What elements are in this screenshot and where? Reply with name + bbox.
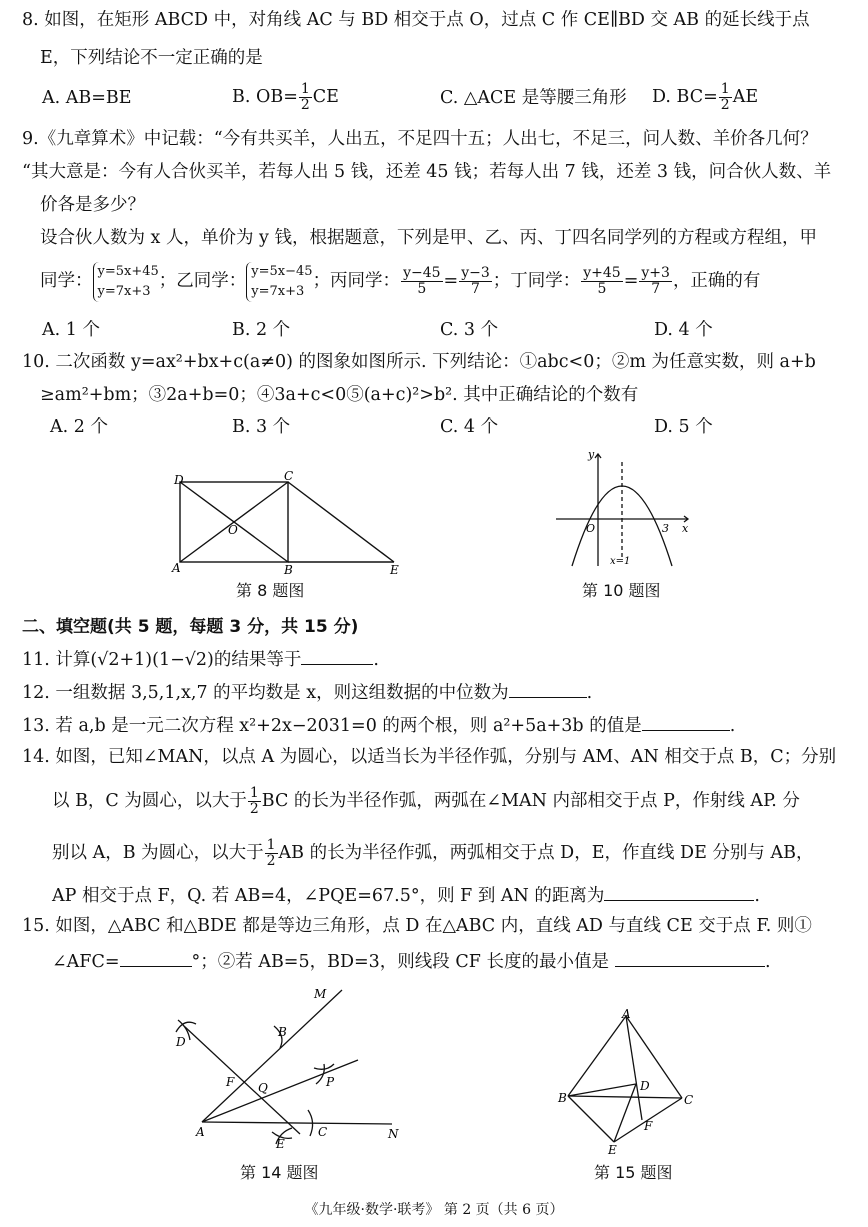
fig15-label-D: D bbox=[640, 1079, 650, 1093]
figure-10-parabola bbox=[548, 448, 696, 570]
figure-10-caption: 第 10 题图 bbox=[582, 581, 661, 600]
section-2-title: 二、填空题(共 5 题，每题 3 分，共 15 分) bbox=[22, 617, 359, 637]
fig10-label-axis: x=1 bbox=[610, 556, 631, 567]
q14-line4: AP 相交于点 F，Q. 若 AB=4，∠PQE=67.5°，则 F 到 AN 的距离为 . bbox=[52, 882, 760, 908]
q9-option-a: A. 1 个 bbox=[42, 320, 100, 340]
fig15-label-E: E bbox=[608, 1143, 617, 1156]
q8-option-d: D. BC= $\frac{1}{2}$ AE bbox=[652, 81, 759, 113]
fig8-label-B: B bbox=[284, 563, 293, 575]
q11: 11. 计算(√2+1)(1−√2)的结果等于 . bbox=[22, 646, 379, 672]
fig14-label-C: C bbox=[318, 1125, 328, 1139]
q9-option-c: C. 3 个 bbox=[440, 320, 499, 340]
q8-line1: 8. 如图，在矩形 ABCD 中，对角线 AC 与 BD 相交于点 O，过点 C 作 CE∥BD 交 AB 的延长线于点 bbox=[22, 10, 810, 30]
figure-14-construction bbox=[170, 984, 410, 1154]
q9-line2: “其大意是：今有人合伙买羊，若每人出 5 钱，还差 45 钱；若每人出 7 钱，还差 3 钱，问合伙人数、羊 bbox=[22, 162, 832, 182]
q10-line2: ≥am²+bm；③2a+b=0；④3a+c<0⑤(a+c)²>b². 其中正确结论的个数有 bbox=[40, 385, 639, 405]
q15-answer-blank-1 bbox=[120, 948, 192, 967]
figure-15-caption: 第 15 题图 bbox=[594, 1163, 673, 1182]
fig14-label-D: D bbox=[176, 1035, 186, 1049]
fig14-label-F: F bbox=[226, 1075, 235, 1089]
fig8-label-A: A bbox=[172, 561, 181, 575]
fig15-label-B: B bbox=[558, 1091, 567, 1105]
fig15-label-F: F bbox=[644, 1119, 653, 1133]
q8-option-a: A. AB=BE bbox=[42, 88, 132, 108]
fig14-label-A: A bbox=[196, 1125, 205, 1139]
q9-line1: 9.《九章算术》中记载：“今有共买羊，人出五，不足四十五；人出七，不足三，问人数、羊价各几何？ bbox=[22, 129, 818, 149]
fig8-label-O: O bbox=[228, 523, 238, 537]
q15-line1: 15. 如图，△ABC 和△BDE 都是等边三角形，点 D 在△ABC 内，直线 AD 与直线 CE 交于点 F. 则① bbox=[22, 916, 812, 936]
fig8-label-D: D bbox=[174, 473, 184, 487]
fig14-label-Q: Q bbox=[258, 1081, 268, 1095]
q9-option-b: B. 2 个 bbox=[232, 320, 291, 340]
fig10-label-3: 3 bbox=[662, 522, 669, 535]
fig15-label-A: A bbox=[622, 1008, 631, 1021]
figure-8-rectangle bbox=[160, 470, 420, 575]
fig15-label-C: C bbox=[684, 1093, 694, 1107]
q14-answer-blank bbox=[604, 882, 754, 901]
q13: 13. 若 a,b 是一元二次方程 x²+2x−2031=0 的两个根，则 a²+5a+3b 的值是 . bbox=[22, 712, 735, 738]
q8-option-b: B. OB= $\frac{1}{2}$ CE bbox=[232, 81, 339, 113]
fig14-label-M: M bbox=[314, 987, 327, 1001]
q9-yi-system: y=5x−45 y=7x+3 bbox=[246, 262, 312, 302]
q9-equations: 同学： y=5x+45 y=7x+3 ；乙同学： y=5x−45 y=7x+3 ；丙同学： $\frac{y-45}{5}$ = $\frac{y-3}{7}$ ；丁同学： $\frac{y+45}{5}$ = $\frac{y+3}{7}$ ，正确的有 bbox=[40, 258, 760, 304]
q14-line1: 14. 如图，已知∠MAN，以点 A 为圆心，以适当长为半径作弧，分别与 AM、AN 相交于点 B，C；分别 bbox=[22, 747, 837, 767]
q9-line4: 设合伙人数为 x 人，单价为 y 钱，根据题意，下列是甲、乙、丙、丁四名同学列的方程或方程组，甲 bbox=[40, 228, 818, 248]
fig10-label-x: x bbox=[682, 522, 689, 535]
q10-option-c: C. 4 个 bbox=[440, 417, 499, 437]
fig14-label-N: N bbox=[388, 1127, 399, 1141]
q13-answer-blank bbox=[642, 712, 730, 731]
q11-answer-blank bbox=[301, 646, 373, 665]
q9-jia-system: y=5x+45 y=7x+3 bbox=[93, 262, 159, 302]
fig14-label-P: P bbox=[326, 1075, 335, 1089]
q12: 12. 一组数据 3,5,1,x,7 的平均数是 x，则这组数据的中位数为 . bbox=[22, 679, 592, 705]
fig10-label-O: O bbox=[586, 522, 596, 535]
fig8-label-C: C bbox=[284, 470, 294, 483]
q15-line2: ∠AFC= °；②若 AB=5，BD=3，则线段 CF 长度的最小值是 . bbox=[52, 948, 771, 974]
q9-option-d: D. 4 个 bbox=[654, 320, 713, 340]
q10-line1: 10. 二次函数 y=ax²+bx+c(a≠0) 的图象如图所示. 下列结论：①abc<0；②m 为任意实数，则 a+b bbox=[22, 352, 816, 372]
q14-line3: 别以 A，B 为圆心，以大于 $\frac{1}{2}$ AB 的长为半径作弧，两弧相交于点 D，E，作直线 DE 分别与 AB， bbox=[52, 837, 814, 869]
q14-line2: 以 B，C 为圆心，以大于 $\frac{1}{2}$ BC 的长为半径作弧，两弧在∠MAN 内部相交于点 P，作射线 AP. 分 bbox=[52, 785, 800, 817]
fig8-label-E: E bbox=[390, 563, 399, 575]
q12-answer-blank bbox=[509, 679, 587, 698]
q15-answer-blank-2 bbox=[615, 948, 765, 967]
q8-option-c: C. △ACE 是等腰三角形 bbox=[440, 88, 627, 108]
fig14-label-E: E bbox=[276, 1137, 285, 1151]
q10-option-a: A. 2 个 bbox=[50, 417, 108, 437]
page-footer: 《九年级·数学·联考》 第 2 页（共 6 页） bbox=[304, 1202, 564, 1218]
q9-line3: 价各是多少？ bbox=[40, 195, 145, 215]
q8-line2: E，下列结论不一定正确的是 bbox=[40, 48, 263, 68]
q10-option-b: B. 3 个 bbox=[232, 417, 291, 437]
q10-option-d: D. 5 个 bbox=[654, 417, 713, 437]
figure-15-triangles bbox=[552, 1008, 702, 1156]
figure-14-caption: 第 14 题图 bbox=[240, 1163, 319, 1182]
fig14-label-B: B bbox=[278, 1025, 287, 1039]
fig10-label-y: y bbox=[588, 448, 595, 461]
figure-8-caption: 第 8 题图 bbox=[236, 581, 305, 600]
